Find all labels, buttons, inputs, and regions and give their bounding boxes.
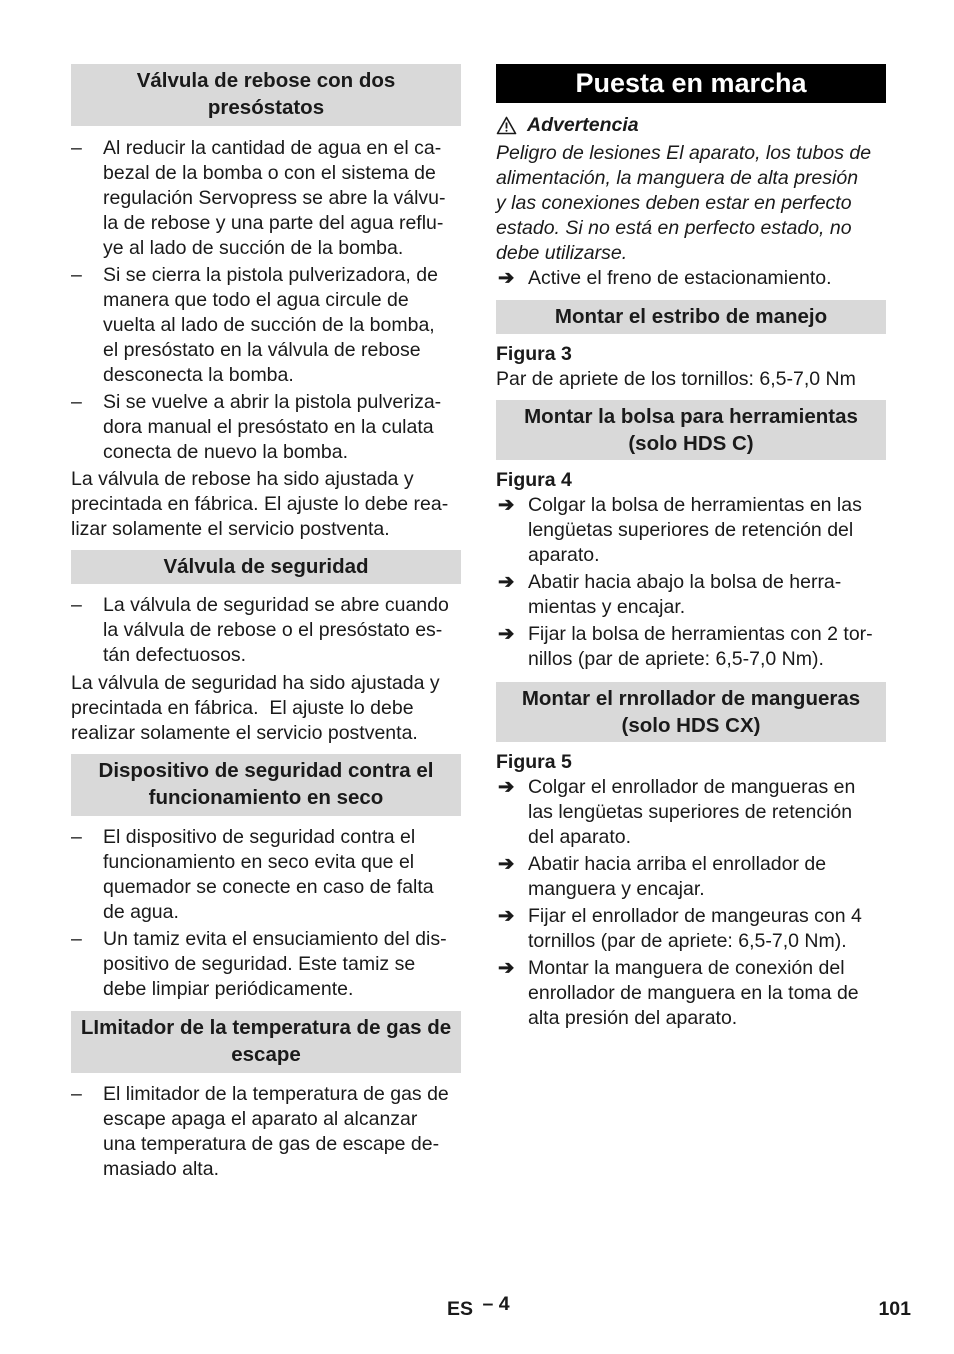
arrow-right-icon: ➔	[498, 571, 515, 593]
dash-bullet: –	[71, 137, 82, 159]
chapter-title: Puesta en marcha	[496, 64, 886, 103]
list-item: – El dispositivo de seguridad contra el funcionamiento en seco evita que el quemador se conecte en caso de falta de agua.	[71, 826, 434, 923]
arrow-right-icon: ➔	[498, 776, 515, 798]
instruction-step: ➔ Montar la manguera de conexión del enrollador de manguera en la toma de alta presión del aparato.	[498, 957, 859, 1029]
section-heading-dry-run-protection: Dispositivo de seguridad contra el funcionamiento en seco	[71, 754, 461, 816]
list-item: – Un tamiz evita el ensuciamiento del dis- positivo de seguridad. Este tamiz se debe limpiar periódicamente.	[71, 928, 447, 1000]
figure-reference: Figura 5	[496, 751, 572, 773]
instruction-step: ➔ Abatir hacia arriba el enrollador de manguera y encajar.	[498, 853, 827, 900]
figure-reference: Figura 3	[496, 343, 572, 365]
instruction-step: ➔ Fijar el enrollador de mangeuras con 4 tornillos (par de apriete: 6,5-7,0 Nm).	[498, 905, 862, 952]
section-heading-overflow-valve: Válvula de rebose con dos presóstatos	[71, 64, 461, 126]
arrow-right-icon: ➔	[498, 267, 515, 289]
section-heading-safety-valve: Válvula de seguridad	[71, 550, 461, 584]
footer-language-section	[447, 1293, 510, 1322]
footer-section-number: – 4	[482, 1293, 510, 1315]
instruction-step: ➔ Fijar la bolsa de herramientas con 2 tor- nillos (par de apriete: 6,5-7,0 Nm).	[498, 623, 873, 670]
warning-triangle-icon	[496, 116, 517, 135]
warning-label: Advertencia	[527, 114, 639, 136]
instruction-step: ➔ Abatir hacia abajo la bolsa de herra- mientas y encajar.	[498, 571, 842, 618]
warning-heading	[496, 113, 886, 138]
section-heading-handle: Montar el estribo de manejo	[496, 300, 886, 334]
arrow-right-icon: ➔	[498, 494, 515, 516]
instruction-step: ➔ Colgar la bolsa de herramientas en las lengüetas superiores de retención del aparato.	[498, 494, 862, 566]
section-heading-exhaust-temp-limiter: LImitador de la temperatura de gas de escape	[71, 1011, 461, 1073]
right-column	[496, 64, 886, 1031]
footer-language: ES	[447, 1298, 474, 1320]
section-heading-hose-reel: Montar el rnrollador de mangueras (solo HDS CX)	[496, 682, 886, 742]
list-item: – Si se cierra la pistola pulverizadora, de manera que todo el agua circule de vuelta al lado de succión de la bomba, el presóstato en la válvula de rebose desconecta la bomba.	[71, 264, 438, 386]
page-number: 101	[878, 1298, 911, 1320]
arrow-right-icon: ➔	[498, 957, 515, 979]
dash-bullet: –	[71, 264, 82, 286]
list-item: – Al reducir la cantidad de agua en el ca- bezal de la bomba o con el sistema de regulación Servopress se abre la válvu- la de rebose y una parte del agua reflu- ye al lado de succión de la bomba.	[71, 137, 446, 259]
dash-bullet: –	[71, 1083, 82, 1105]
instruction-step: ➔ Colgar el enrollador de mangueras en las lengüetas superiores de retención del aparato.	[498, 776, 856, 848]
dash-bullet: –	[71, 391, 82, 413]
section-heading-tool-bag: Montar la bolsa para herramientas (solo HDS C)	[496, 400, 886, 460]
dash-bullet: –	[71, 826, 82, 848]
warning-text: Peligro de lesiones El aparato, los tubos de alimentación, la manguera de alta presión y las conexiones deben estar en perfecto estado. Si no está en perfecto estado, no debe utilizarse.	[496, 142, 872, 264]
paragraph: La válvula de seguridad ha sido ajustada y precintada en fábrica. El ajuste lo debe realizar solamente el servicio postventa.	[71, 672, 440, 744]
list-item: – El limitador de la temperatura de gas de escape apaga el aparato al alcanzar una temperatura de gas de escape de- masiado alta.	[71, 1083, 449, 1180]
arrow-right-icon: ➔	[498, 853, 515, 875]
list-item: – Si se vuelve a abrir la pistola pulveriza- dora manual el presóstato en la culata conecta de nuevo la bomba.	[71, 391, 442, 463]
paragraph: La válvula de rebose ha sido ajustada y precintada en fábrica. El ajuste lo debe rea- lizar solamente el servicio postventa.	[71, 468, 449, 540]
instruction-step	[496, 266, 886, 291]
dash-bullet: –	[71, 928, 82, 950]
dash-bullet: –	[71, 594, 82, 616]
paragraph: Par de apriete de los tornillos: 6,5-7,0 Nm	[496, 368, 856, 390]
step-text: Active el freno de estacionamiento.	[528, 267, 832, 289]
figure-reference: Figura 4	[496, 469, 572, 491]
left-column	[71, 64, 461, 1182]
arrow-right-icon: ➔	[498, 905, 515, 927]
arrow-right-icon: ➔	[498, 623, 515, 645]
list-item: – La válvula de seguridad se abre cuando la válvula de rebose o el presóstato es- tán defectuosos.	[71, 594, 449, 666]
